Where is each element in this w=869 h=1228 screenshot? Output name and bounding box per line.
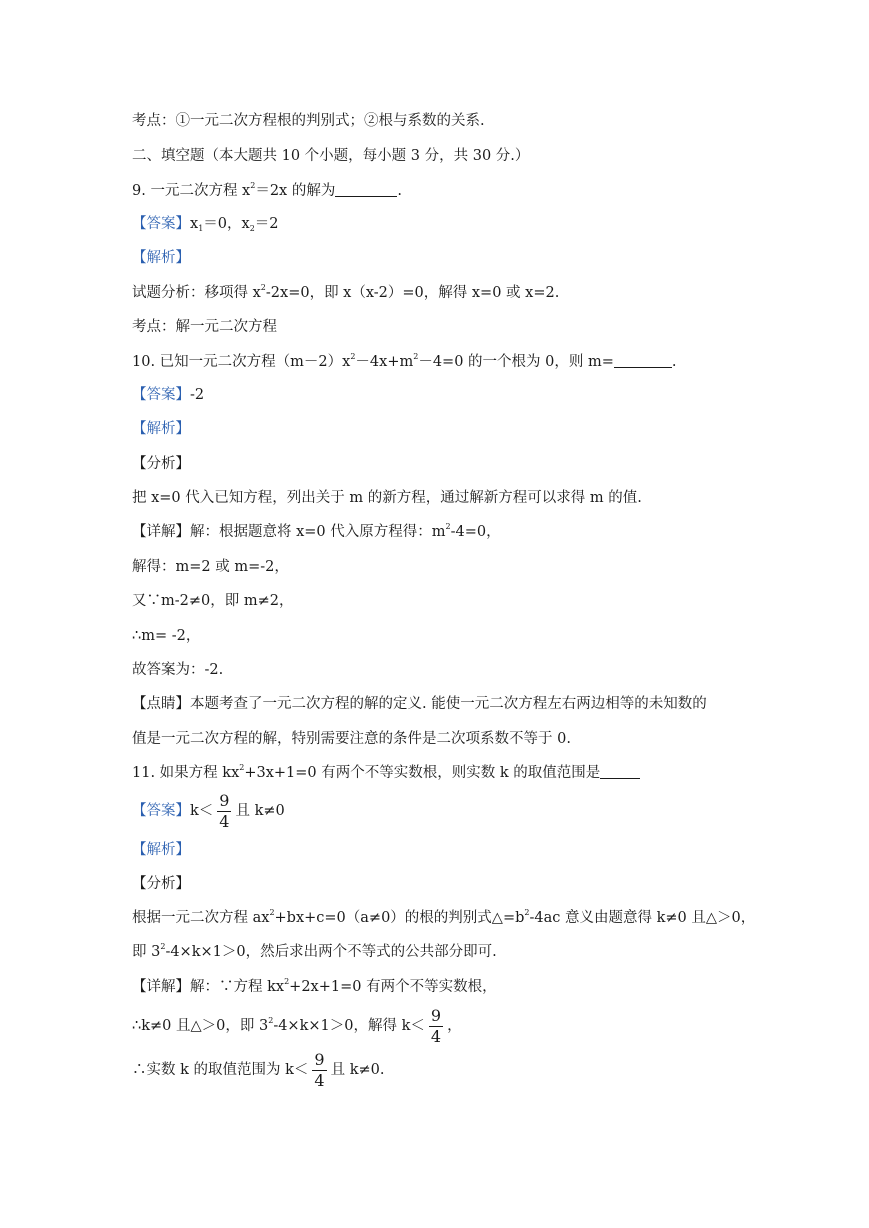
q11-fenxi-1: 根据一元二次方程 $ax^2+bx+c=0(a\ne 0)$的根的判别式$\triangle=b^2-4ac$ 意义由题意得 k≠0 且△＞0， <box>132 908 756 926</box>
q10-answer: 【答案】-2 <box>132 387 205 403</box>
analysis-tag: 【解析】 <box>132 250 190 266</box>
q10-detail: 【详解】解：根据题意将 x=0 代入原方程得：$m^2-4=0$， <box>132 522 501 540</box>
analysis-tag: 【解析】 <box>132 421 190 437</box>
answer-tag: 【答案】 <box>132 803 190 819</box>
answer-tag: 【答案】 <box>132 387 190 403</box>
q10-fenxi: 把 x=0 代入已知方程，列出关于 m 的新方程，通过解新方程可以求得 m 的值. <box>132 490 642 506</box>
analysis-tag: 【解析】 <box>132 842 190 858</box>
fraction: $\frac{9}{4}$ <box>219 790 230 831</box>
dianjing-tag: 【点睛】 <box>132 696 190 712</box>
fenxi-tag: 【分析】 <box>132 456 190 472</box>
q9-answer: 【答案】$x_1=0$，$x_2=2$ <box>132 216 279 233</box>
q11-analysis-tag <box>132 840 190 860</box>
q9-kaodian: 考点：解一元二次方程 <box>132 319 277 335</box>
answer-blank <box>600 764 640 779</box>
q11-fenxi-tag <box>132 874 190 894</box>
q11-step-1: ∴k≠0 且△＞0，即 $3^2-4\times k\times 1>0$，解得 k＜ $\frac{9}{4}$ ， <box>132 1005 462 1046</box>
q10-dianjing-2: 值是一元二次方程的解，特别需要注意的条件是二次项系数不等于 0. <box>132 731 571 747</box>
q11-stem: 11. 如果方程 $kx^2+3x+1=0$ 有两个不等实数根，则实数 k 的取值范围是 <box>132 763 640 783</box>
q9-solution: 试题分析：移项得 $x^2-2x=0$，即 x（x-2）=0，解得 x=0 或 x=2. <box>132 283 560 301</box>
q10-stem: 10. 已知一元二次方程$(m-2)x^2-4x+m^2-4=0$ 的一个根为 0，则 m= . <box>132 352 677 370</box>
q9-analysis-tag <box>132 248 190 268</box>
q10-analysis-tag <box>132 419 190 439</box>
q10-fenxi-tag <box>132 454 190 474</box>
fraction: $\frac{9}{4}$ <box>430 1005 442 1046</box>
answer-tag: 【答案】 <box>132 216 190 232</box>
q10-dianjing-1: 【点睛】本题考查了一元二次方程的解的定义. 能使一元二次方程左右两边相等的未知数的 <box>132 696 707 712</box>
xiangjie-tag: 【详解】 <box>132 979 190 995</box>
answer-blank <box>614 353 672 368</box>
q10-step-1: 解得：m=2 或 m=-2， <box>132 559 289 575</box>
section-heading <box>132 146 529 166</box>
kaodian-text: 考点：①一元二次方程根的判别式；②根与系数的关系. <box>132 113 485 129</box>
kaodian-line-q8 <box>132 111 485 131</box>
q10-step-2: 又∵m-2≠0，即 m≠2， <box>132 593 294 609</box>
fenxi-tag: 【分析】 <box>132 876 190 892</box>
fraction: $\frac{9}{4}$ <box>314 1049 325 1090</box>
q11-answer: 【答案】k＜ $\frac{9}{4}$ 且 k≠0 <box>132 790 285 831</box>
q11-fenxi-2: 即 $3^2-4\times k\times 1>0$，然后求出两个不等式的公共部分即可. <box>132 942 497 960</box>
section-heading-text: 二、填空题（本大题共 10 个小题，每小题 3 分，共 30 分.） <box>132 148 530 164</box>
q10-step-3: ∴m= -2， <box>132 628 201 644</box>
answer-blank <box>335 182 397 197</box>
q9-stem: 9. 一元二次方程 $x^2=2x$ 的解为 . <box>132 181 402 199</box>
q11-detail: 【详解】解：∵方程 $kx^2+2x+1=0$ 有两个不等实数根， <box>132 977 497 995</box>
q11-step-2: ∴实数 k 的取值范围为 k＜ $\frac{9}{4}$ 且 k≠0. <box>132 1049 385 1090</box>
q10-step-4: 故答案为：-2. <box>132 662 224 678</box>
xiangjie-tag: 【详解】 <box>132 524 190 540</box>
